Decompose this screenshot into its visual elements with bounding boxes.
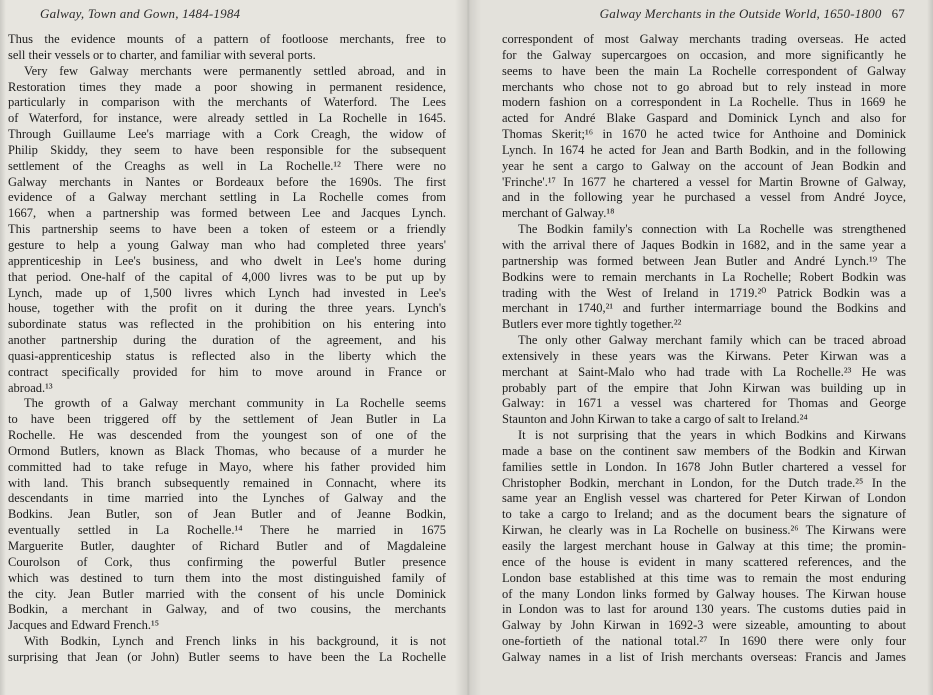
text-line: Jacques and Edward French.¹⁵ xyxy=(8,618,160,633)
text-line: easily the largest merchant house in Galway at this time; the promin- xyxy=(502,539,906,553)
page-number: 67 xyxy=(891,6,905,21)
text-line: families settle in London. In 1678 John Butler chartered a vessel for xyxy=(502,459,906,474)
text-line: year he sent a cargo to Galway on the account of Jean Bodkin and xyxy=(502,158,906,173)
text-line: evidence of a Galway merchant settling in La Rochelle comes from xyxy=(8,190,446,205)
text-line: Galway by John Kirwan in 1692-3 were sizeable, amounting to about xyxy=(502,618,906,633)
text-line: Lynch. In 1674 he acted for Jean and Barth Bodkin, and in the following xyxy=(502,142,906,157)
page-edge-shadow xyxy=(927,0,933,695)
text-line: Thomas Skerit;¹⁶ in 1670 he acted twice for Anthoine and Dominick xyxy=(502,127,906,142)
text-line: apprenticeship in Lee's business, and who dwelt in Lee's home during xyxy=(8,253,446,268)
text-line: London base established at this time was to remain the most enduring xyxy=(502,570,906,585)
text-line: merchants who chose not to go abroad but to rely instead in more xyxy=(502,79,906,94)
text-line: Bodkins were to remain merchants in La Rochelle; Robert Bodkin was xyxy=(502,269,906,284)
text-line: for the Galway supercargoes on occasion, and more significantly he xyxy=(502,47,906,62)
text-line: Philip Skiddy, they seem to have been responsible for the subsequent xyxy=(8,142,446,157)
text-line: seems to have been the main La Rochelle correspondent of Galway xyxy=(502,63,906,78)
text-line: trading with the West of Ireland in 1719.²⁰ Patrick Bodkin was a xyxy=(502,285,906,300)
text-line: Through Guillaume Lee's marriage with a Cork Creagh, the widow of xyxy=(8,127,446,142)
text-line: Staunton and John Kirwan to take a cargo of salt to Ireland.²⁴ xyxy=(502,412,808,427)
text-line: The Bodkin family's connection with La Rochelle was strengthened xyxy=(518,222,906,237)
text-line: Bodkin, a merchant in Galway, and of two cousins, the merchants xyxy=(8,602,446,617)
text-line: that period. One-half of the capital of 4,000 livres was to be put up by xyxy=(8,269,446,284)
text-line: gesture to help a young Galway man who had completed three years' xyxy=(8,237,446,252)
text-line: descendants in time married into the Lynches of Galway and the xyxy=(8,491,446,506)
text-line: ence of the house is evident in many scattered references, and the xyxy=(502,554,906,569)
text-line: eventually settled in La Rochelle.¹⁴ There he married in 1675 xyxy=(8,523,446,538)
book-gutter xyxy=(455,0,481,695)
text-line: Galway names in a list of Irish merchants overseas: Francis and James xyxy=(502,649,906,664)
text-line: 'Frinche'.¹⁷ In 1677 he chartered a vessel for Martin Browne of Galway, xyxy=(502,174,906,189)
text-line: 1667, when a partnership was formed between Lee and Jacques Lynch. xyxy=(8,206,446,221)
text-line: with the arrival there of Jaques Bodkin in 1682, and in the same year a xyxy=(502,237,906,252)
text-line: Very few Galway merchants were permanently settled abroad, and in xyxy=(24,63,446,78)
text-line: Lynch, made up of 1,500 livres which Lynch had invested in Lee's xyxy=(8,285,446,300)
right-page-text xyxy=(502,32,906,666)
page-edge-shadow xyxy=(0,0,6,695)
text-line: Galway merchants in Nantes or Bordeaux before the 1690s. The first xyxy=(8,174,446,189)
text-line: made a base on the continent saw members of the Bodkin and Kirwan xyxy=(502,443,906,458)
text-line: Courolson of Cork, thus confirming the powerful Butler presence xyxy=(8,554,446,569)
text-line: settlement of the Creaghs as well in La Rochelle.¹² There were no xyxy=(8,158,446,173)
text-line: Restoration times they made a poor showing in permanent residence, xyxy=(8,79,446,94)
text-line: and in the following year he purchased a vessel from André Joyce, xyxy=(502,190,906,205)
text-line: house, together with the profit on it during the three years. Lynch's xyxy=(8,301,446,316)
text-line: to have been triggered off by the settlement of Jean Butler in La xyxy=(8,412,446,427)
text-line: the city. Jean Butler married with the consent of his uncle Dominick xyxy=(8,586,446,601)
text-line: one-fortieth of the national total.²⁷ In 1690 there were only four xyxy=(502,634,906,649)
text-line: same year an English vessel was chartered for Peter Kirwan of London xyxy=(502,491,906,506)
text-line: committed had to take refuge in Mayo, where his father provided him xyxy=(8,459,446,474)
text-line: Butlers ever more tightly together.²² xyxy=(502,317,682,332)
text-line: Kirwan, he clearly was in La Rochelle on business.²⁶ The Kirwans were xyxy=(502,523,906,538)
text-line: in London was to last for around 130 years. The customs duties paid in xyxy=(502,602,906,617)
right-running-head xyxy=(600,6,905,22)
text-line: partnership was formed between Jean Butler and André Lynch.¹⁹ The xyxy=(502,253,906,268)
right-page xyxy=(468,0,933,695)
text-line: subordinate status was reflected in the prohibition on his entering into xyxy=(8,317,446,332)
left-page-text xyxy=(8,32,446,666)
left-running-head: Galway, Town and Gown, 1484-1984 xyxy=(40,6,241,21)
text-line: merchant in 1740,²¹ and further intermarriage bound the Bodkins and xyxy=(502,301,906,316)
text-line: contract specifically provided for him to move around in France or xyxy=(8,364,446,379)
text-line: correspondent of most Galway merchants trading overseas. He acted xyxy=(502,32,906,46)
text-line: extensively in these years was the Kirwans. Peter Kirwan was a xyxy=(502,348,906,363)
text-line: another partnership during the duration of the agreement, and his xyxy=(8,333,446,348)
text-line: abroad.¹³ xyxy=(8,380,53,395)
text-line: sell their vessels or to charter, and familiar with several ports. xyxy=(8,47,316,62)
text-line: quasi-apprenticeship status is reflected also in the liberty which the xyxy=(8,348,446,363)
text-line: to take a cargo to Ireland; and as the document bears the signature of xyxy=(502,507,906,522)
text-line: Rochelle. He was descended from the youngest son of one of the xyxy=(8,428,446,443)
text-line: acted for André Blake Gaspard and Dominick Lynch and also for xyxy=(502,111,906,126)
text-line: Christopher Bodkin, merchant in London, for the Dutch trade.²⁵ In the xyxy=(502,475,906,490)
text-line: It is not surprising that the years in which Bodkins and Kirwans xyxy=(518,428,906,443)
text-line: Thus the evidence mounts of a pattern of footloose merchants, free to xyxy=(8,32,446,46)
text-line: The only other Galway merchant family which can be traced abroad xyxy=(518,333,906,348)
text-line: Marguerite Butler, daughter of Richard Butler and of Magdaleine xyxy=(8,539,446,553)
text-line: Galway: in 1671 a vessel was chartered for Thomas and George xyxy=(502,396,906,411)
text-line: merchant at Saint-Malo who had trade with La Rochelle.²³ He was xyxy=(502,364,906,379)
text-line: modern fashion on a correspondent in La Rochelle. Thus in 1669 he xyxy=(502,95,906,110)
text-line: This partnership seems to have been a token of esteem or a friendly xyxy=(8,222,446,237)
text-line: Ormond Butlers, known as Black Thomas, who because of a murder he xyxy=(8,443,446,458)
right-running-head-title: Galway Merchants in the Outside World, 1650-1800 xyxy=(599,6,882,21)
text-line: of the many London links formed by Galway houses. The Kirwan house xyxy=(502,586,906,601)
text-line: surprising that Jean (or John) Butler seems to have been the La Rochelle xyxy=(8,649,446,664)
text-line: particularly in comparison with the merchants of Waterford. The Lees xyxy=(8,95,446,110)
text-line: which was destined to turn them into the most distinguished family of xyxy=(8,570,446,585)
text-line: With Bodkin, Lynch and French links in his background, it is not xyxy=(24,634,446,649)
text-line: of Waterford, for instance, were already settled in La Rochelle in 1645. xyxy=(8,111,446,126)
text-line: Bodkins. Jean Butler, son of Jean Butler and of Jeanne Bodkin, xyxy=(8,507,446,522)
text-line: The growth of a Galway merchant community in La Rochelle seems xyxy=(24,396,446,411)
text-line: with land. This branch subsequently remained in Connacht, where its xyxy=(8,475,446,490)
text-line: probably part of the empire that John Kirwan was building up in xyxy=(502,380,906,395)
text-line: merchant of Galway.¹⁸ xyxy=(502,206,615,221)
